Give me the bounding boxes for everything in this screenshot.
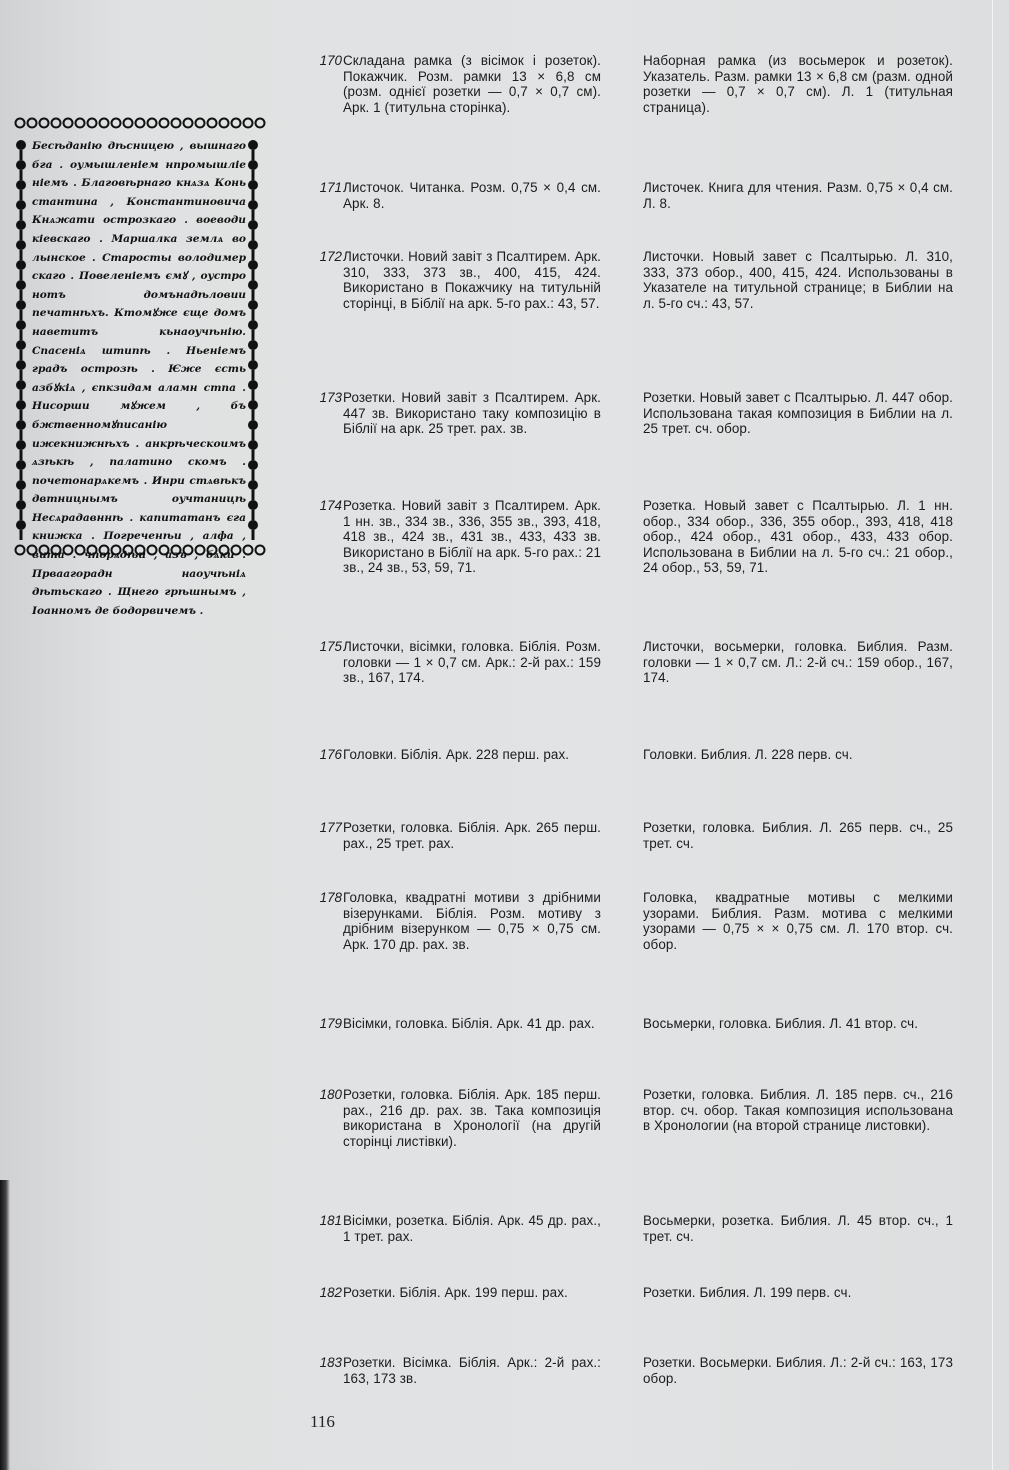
entry-description-russian: Розетки, головка. Библия. Л. 265 перв. сч., 25 трет. сч. (643, 820, 953, 851)
entry-number: 174 (319, 498, 342, 513)
entry-description-russian: Восьмерки, розетка. Библия. Л. 45 втор. сч., 1 трет. сч. (643, 1213, 953, 1244)
entry-description-ukrainian: Розетки, головка. Біблія. Арк. 265 перш. рах., 25 трет. рах. (343, 820, 601, 851)
entry-description-russian: Розетки. Новый завет с Псалтырью. Л. 447 обор. Использована такая композиция в Библии на л. 25 трет. сч. обор. (643, 390, 953, 437)
entry-number: 178 (319, 890, 342, 905)
entry-number: 173 (319, 390, 342, 405)
entry-description-ukrainian: Розетки. Новий завіт з Псалтирем. Арк. 447 зв. Використано таку композицію в Біблії на арк. 25 трет. рах. зв. (343, 390, 601, 437)
entry-description-russian: Листочки. Новый завет с Псалтырью. Л. 310, 333, 373 обор., 400, 415, 424. Использованы в Указателе на титульной странице; в Библии на л. 5-го сч.: 43, 57. (643, 249, 953, 311)
entry-description-ukrainian: Листочки. Новий завіт з Псалтирем. Арк. 310, 333, 373 зв., 400, 415, 424. Використано в Покажчику на титульній сторінці, в Біблії на арк. 5-го рах.: 43, 57. (343, 249, 601, 311)
ornament-text: Бесѣданію дѣсницею , вышнаго бга . оумышленіем нпромышліе ніемъ . Благовѣрнаго кнѧзѧ Конь стантина , Константиновича Кнѧжати острозкаго . воеводи кіевскаго . Маршалка землѧ во лынское . Старосты володимер скаго . Повеленіемъ ємꙋ , оустро нотъ домънадѣловии печатнѣхъ. Ктомꙋже єще домъ наветитъ кьнаоучѣнію. Спасеніѧ штипѣ . Ньеніемъ градъ острозѣ . Ѥже єсть азбꙋкіѧ , єпкзидам аламн стпа . Нисорши мꙋжем , бъ бжтвенномꙋписанію ижекнижнѣхъ . анкрѣческоимъ ѧзѣкѣ , палатино скомъ . почетонарѧкемъ . Инри стѧвѣкъ двтницнымъ оучтаницѣ Несѧрадавннѣ . капитатанъ єга книжка . Погреченѣи , алфа , вита . чпорѧдѣи , азъ , бѧки . Прваагорадн наоучѣніѧ дѣтьскаго . Щнего грѣшнымъ , Іоанномъ де бодорвичемъ . (32, 140, 246, 617)
entry-number: 170 (319, 53, 342, 68)
entry-number: 181 (319, 1213, 342, 1228)
entry-description-russian: Восьмерки, головка. Библия. Л. 41 втор. сч. (643, 1016, 919, 1031)
entry-number: 175 (319, 639, 342, 654)
entry-description-ukrainian: Розетки. Вісімка. Біблія. Арк.: 2-й рах.: 163, 173 зв. (343, 1355, 601, 1386)
entry-description-russian: Розетки, головка. Библия. Л. 185 перв. сч., 216 втор. сч. обор. Такая композиция использована в Хронологии (на второй странице листовки). (643, 1087, 953, 1134)
entry-number: 172 (319, 249, 342, 264)
entry-description-ukrainian: Складана рамка (з вісімок і розеток). Покажчик. Розм. рамки 13 × 6,8 см (розм. однієї розетки — 0,7 × 0,7 см). Арк. 1 (титульна сторінка). (343, 53, 601, 115)
entry-description-ukrainian: Розетка. Новий завіт з Псалтирем. Арк. 1 нн. зв., 334 зв., 336, 355 зв., 393, 418, 418 зв., 424 зв., 431 зв., 433, 433 зв. Використано в Біблії на арк. 5-го рах.: 21 зв., 24 зв., 53, 59, 71. (343, 498, 601, 576)
entry-number: 182 (319, 1285, 342, 1300)
entry-description-russian: Наборная рамка (из восьмерок и розеток). Указатель. Разм. рамки 13 × 6,8 см (разм. одной розетки — 0,7 × 0,7 см). Л. 1 (титульная страница). (643, 53, 953, 115)
entry-number: 176 (319, 747, 342, 762)
entry-description-russian: Головка, квадратные мотивы с мелкими узорами. Библия. Разм. мотива с мелкими узорами — 0,75 × × 0,75 см. Л. 170 втор. сч. обор. (643, 890, 953, 952)
entry-number: 177 (319, 820, 342, 835)
entry-description-ukrainian: Листочки, вісімки, головка. Біблія. Розм. головки — 1 × 0,7 см. Арк.: 2-й рах.: 159 зв., 167, 174. (343, 639, 601, 686)
entry-number: 171 (319, 180, 342, 195)
entry-number: 179 (319, 1016, 342, 1031)
entry-description-russian: Розетки. Библия. Л. 199 перв. сч. (643, 1285, 852, 1300)
page-number: 116 (310, 1412, 335, 1431)
entry-description-russian: Головки. Библия. Л. 228 перв. сч. (643, 747, 853, 762)
entry-description-ukrainian: Головки. Біблія. Арк. 228 перш. рах. (343, 747, 570, 762)
entry-description-russian: Листочек. Книга для чтения. Разм. 0,75 × 0,4 см. Л. 8. (643, 180, 953, 211)
entry-description-ukrainian: Розетки. Біблія. Арк. 199 перш. рах. (343, 1285, 568, 1300)
entry-description-russian: Розетки. Восьмерки. Библия. Л.: 2-й сч.: 163, 173 обор. (643, 1355, 953, 1386)
entry-description-ukrainian: Головка, квадратні мотиви з дрібними візерунками. Біблія. Розм. мотиву з дрібним візерунком — 0,75 × 0,75 см. Арк. 170 др. рах. зв. (343, 890, 601, 952)
entry-description-ukrainian: Розетки, головка. Біблія. Арк. 185 перш. рах., 216 др. рах. зв. Така композиція використана в Хронології (на другій сторінці листівки). (343, 1087, 601, 1149)
entry-number: 183 (319, 1355, 342, 1370)
entry-description-russian: Розетка. Новый завет с Псалтырью. Л. 1 нн. обор., 334 обор., 336, 355 обор., 393, 418, 418 обор., 424 обор., 431 обор., 433, 433 обор. Использована в Библии на л. 5-го сч.: 21 обор., 24 обор., 53, 59, 71. (643, 498, 953, 576)
entry-description-ukrainian: Листочок. Читанка. Розм. 0,75 × 0,4 см. Арк. 8. (343, 180, 601, 211)
entry-description-ukrainian: Вісімки, розетка. Біблія. Арк. 45 др. рах., 1 трет. рах. (343, 1213, 601, 1244)
entry-description-russian: Листочки, восьмерки, головка. Библия. Разм. головки — 1 × 0,7 см. Л.: 2-й сч.: 159 обор., 167, 174. (643, 639, 953, 686)
entry-description-ukrainian: Вісімки, головка. Біблія. Арк. 41 др. рах. (343, 1016, 595, 1031)
entry-number: 180 (319, 1087, 342, 1102)
